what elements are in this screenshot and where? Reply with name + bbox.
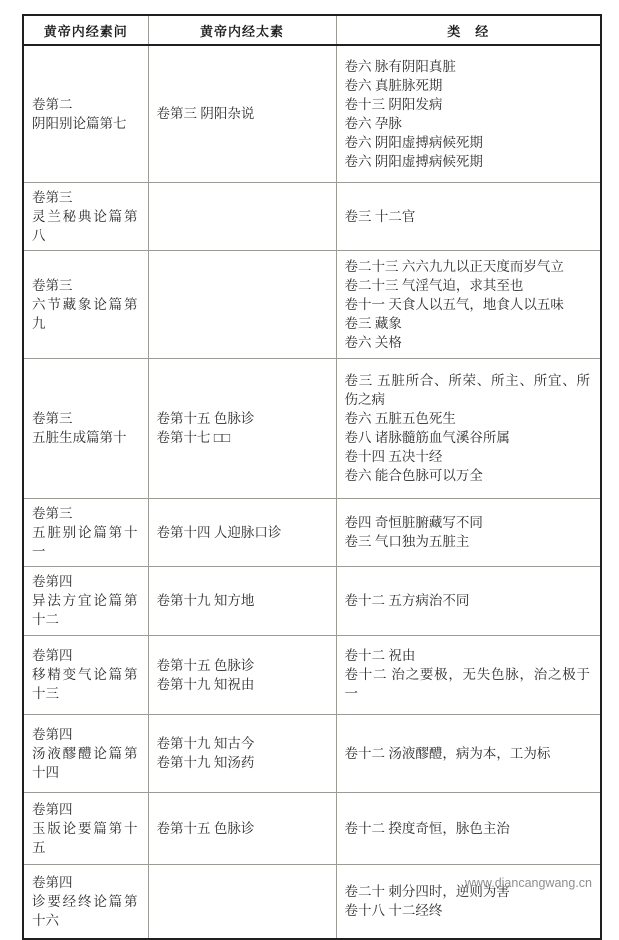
text-line: 卷第四 <box>32 801 73 817</box>
text-line: 异法方宜论篇第十二 <box>32 593 138 627</box>
text-line: 卷八 诸脉髓筋血气溪谷所属 <box>344 430 510 445</box>
table-body <box>23 45 601 939</box>
cell-taisu <box>148 250 336 358</box>
cell-leijing <box>336 714 601 792</box>
cell-leijing <box>336 792 601 864</box>
text-line: 卷十二 揆度奇恒，脉色主治 <box>344 820 510 836</box>
text-line: 卷第三 <box>32 277 73 293</box>
cell-leijing <box>336 250 601 358</box>
text-line: 卷六 脉有阴阳真脏 <box>344 58 456 74</box>
cell-taisu <box>148 45 336 182</box>
cell-suwen <box>23 864 148 939</box>
text-line: 卷第十九 知祝由 <box>156 676 255 692</box>
cell-taisu <box>148 714 336 792</box>
text-line: 卷三 藏象 <box>344 315 402 331</box>
text-line: 五脏别论篇第十一 <box>32 524 138 559</box>
text-line: 卷十一 天食人以五气，地食人以五味 <box>344 296 564 312</box>
cell-taisu <box>148 182 336 250</box>
text-line: 卷十四 五决十经 <box>344 449 443 464</box>
text-line: 卷六 能合色脉可以万全 <box>344 468 483 483</box>
cell-suwen <box>23 45 148 182</box>
table-row <box>23 250 601 358</box>
text-line: 卷六 阴阳虚搏病候死期 <box>344 153 483 169</box>
table-row <box>23 358 601 498</box>
text-line: 卷二十三 六六九九以正天度而岁气立 <box>344 258 564 274</box>
text-line: 卷二十 刺分四时，逆则为害 <box>344 884 510 900</box>
cell-suwen <box>23 358 148 498</box>
text-line: 卷三 十二官 <box>344 208 416 224</box>
text-line: 卷十二 五方病治不同 <box>344 593 470 608</box>
concordance-table <box>22 14 602 940</box>
text-line: 卷六 阴阳虚搏病候死期 <box>344 134 483 150</box>
cell-leijing <box>336 498 601 566</box>
cell-suwen <box>23 635 148 714</box>
text-line: 卷六 五脏五色死生 <box>344 411 456 426</box>
text-line: 卷第十五 色脉诊 <box>156 411 255 426</box>
cell-taisu <box>148 635 336 714</box>
text-line: 卷第十四 人迎脉口诊 <box>156 524 282 540</box>
table-row <box>23 566 601 635</box>
text-line: 卷第三 阴阳杂说 <box>156 106 255 122</box>
watermark-text: www.diancangwang.cn <box>464 876 592 890</box>
cell-leijing <box>336 358 601 498</box>
text-line: 卷三 气口独为五脏主 <box>344 534 470 549</box>
text-line: 灵兰秘典论篇第八 <box>32 208 138 243</box>
text-line: 卷第十七 □□ <box>156 430 231 445</box>
text-line: 卷第十九 知古今 <box>156 736 255 751</box>
text-line: 卷第四 <box>32 648 73 663</box>
text-line: 卷第十九 知汤药 <box>156 755 255 770</box>
text-line: 卷十二 汤液醪醴，病为本，工为标 <box>344 745 551 761</box>
header-row <box>23 15 601 45</box>
text-line: 五脏生成篇第十 <box>32 430 127 445</box>
text-line: 卷第三 <box>32 505 73 521</box>
col-header-taisu: 黄帝内经太素 <box>148 15 336 45</box>
table-row <box>23 635 601 714</box>
table-row <box>23 498 601 566</box>
text-line: 阴阳别论篇第七 <box>32 115 127 131</box>
cell-leijing <box>336 182 601 250</box>
text-line: 卷第三 <box>32 411 73 426</box>
table-header <box>23 15 601 45</box>
text-line: 卷十八 十二经终 <box>344 903 443 919</box>
text-line: 卷第四 <box>32 726 73 742</box>
text-line: 卷第十五 色脉诊 <box>156 820 255 836</box>
col-header-suwen: 黄帝内经素问 <box>23 15 148 45</box>
text-line: 汤液醪醴论篇第十四 <box>32 745 138 780</box>
table-row <box>23 792 601 864</box>
table-row <box>23 45 601 182</box>
text-line: 卷第二 <box>32 96 73 112</box>
text-line: 移精变气论篇第十三 <box>32 667 138 701</box>
cell-suwen <box>23 566 148 635</box>
text-line: 卷第三 <box>32 189 73 205</box>
cell-taisu <box>148 792 336 864</box>
cell-suwen <box>23 182 148 250</box>
cell-taisu <box>148 358 336 498</box>
text-line: 诊要经终论篇第十六 <box>32 893 138 928</box>
text-line: 六节藏象论篇第九 <box>32 296 138 331</box>
cell-taisu <box>148 864 336 939</box>
text-line: 玉版论要篇第十五 <box>32 820 138 855</box>
cell-suwen <box>23 498 148 566</box>
text-line: 卷十二 治之要极，无失色脉，治之极于一 <box>344 667 590 701</box>
table-row <box>23 714 601 792</box>
col-header-leijing: 类 经 <box>336 15 601 45</box>
cell-leijing <box>336 45 601 182</box>
text-line: 卷十三 阴阳发病 <box>344 96 443 112</box>
cell-leijing <box>336 635 601 714</box>
text-line: 卷六 孕脉 <box>344 115 402 131</box>
cell-suwen <box>23 250 148 358</box>
text-line: 卷第十五 色脉诊 <box>156 657 255 673</box>
cell-taisu <box>148 566 336 635</box>
text-line: 卷四 奇恒脏腑藏写不同 <box>344 515 483 530</box>
cell-leijing <box>336 566 601 635</box>
text-line: 卷六 真脏脉死期 <box>344 77 443 93</box>
text-line: 卷十二 祝由 <box>344 648 416 663</box>
cell-suwen <box>23 792 148 864</box>
table-row <box>23 182 601 250</box>
text-line: 卷六 关格 <box>344 334 402 350</box>
text-line: 卷第四 <box>32 874 73 890</box>
text-line: 卷二十三 气淫气迫，求其至也 <box>344 277 524 293</box>
cell-suwen <box>23 714 148 792</box>
cell-taisu <box>148 498 336 566</box>
text-line: 卷三 五脏所合、所荣、所主、所宜、所伤之病 <box>344 373 590 407</box>
text-line: 卷第四 <box>32 574 73 589</box>
text-line: 卷第十九 知方地 <box>156 593 255 608</box>
